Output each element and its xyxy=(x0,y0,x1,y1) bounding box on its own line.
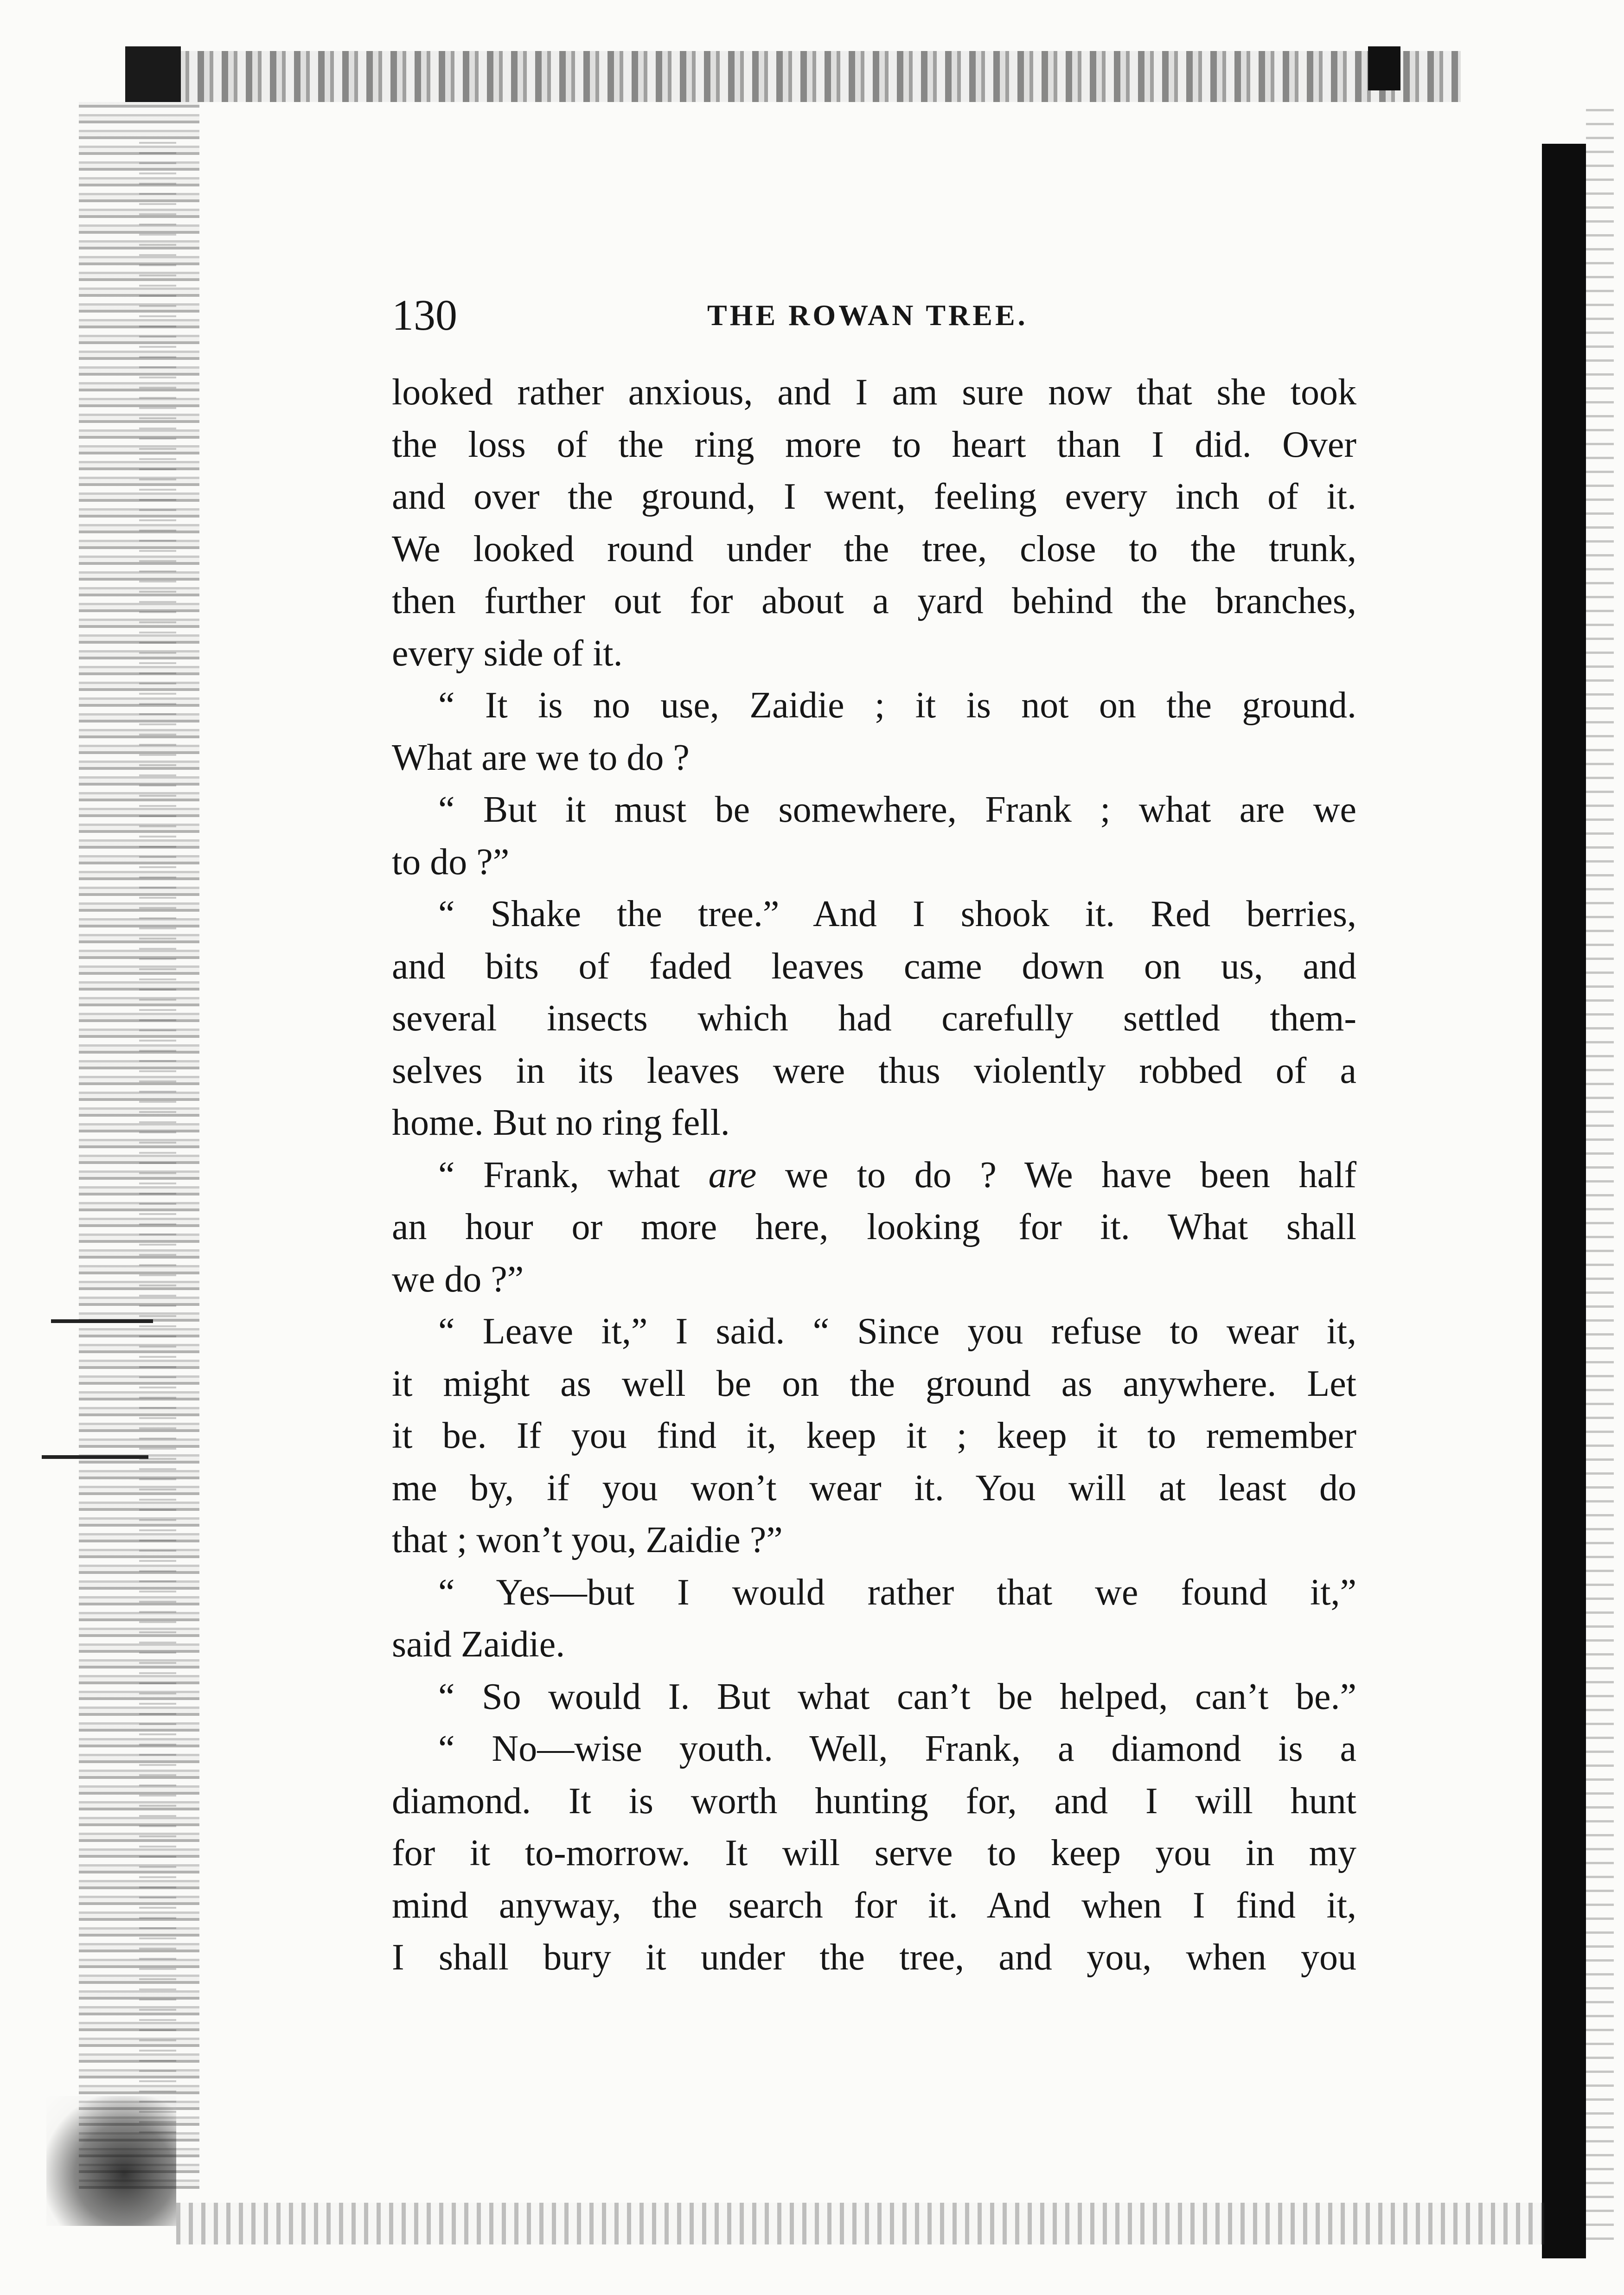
scan-edge-bottom xyxy=(176,2203,1544,2244)
text-line: for it to-morrow. It will serve to keep you in my xyxy=(392,1833,1356,1873)
text-line: “ But it must be somewhere, Frank ; what are we xyxy=(438,789,1356,830)
scan-edge-left-inner xyxy=(139,139,176,2133)
text-line: the loss of the ring more to heart than I did. Over xyxy=(392,424,1356,465)
scan-edge-top xyxy=(125,51,1461,102)
text-line: then further out for about a yard behind the branches, xyxy=(392,581,1356,621)
page-number: 130 xyxy=(392,291,457,339)
scan-artifact-top-right xyxy=(1368,46,1400,90)
body-text xyxy=(392,366,1356,1984)
scan-artifact-top-left xyxy=(125,46,181,102)
page-header xyxy=(392,288,1356,343)
text-line: it be. If you find it, keep it ; keep it to remember xyxy=(392,1415,1356,1456)
text-line: selves in its leaves were thus violently robbed of a xyxy=(392,1050,1356,1091)
text-line: “ So would I. But what can’t be helped, can’t be.” xyxy=(438,1676,1356,1717)
text-line: me by, if you won’t wear it. You will at least do xyxy=(392,1467,1356,1509)
text-line: “ No—wise youth. Well, Frank, a diamond is a xyxy=(438,1728,1356,1769)
text-line: it might as well be on the ground as anywhere. Let xyxy=(392,1363,1356,1404)
text-line: “ Shake the tree.” And I shook it. Red berries, xyxy=(438,894,1356,934)
text-line: we do ?” xyxy=(392,1259,524,1300)
text-line: We looked round under the tree, close to the trunk, xyxy=(392,528,1356,569)
text-line: diamond. It is worth hunting for, and I will hunt xyxy=(392,1780,1356,1822)
text-line: home. But no ring fell. xyxy=(392,1102,730,1143)
text-line: “ Leave it,” I said. “ Since you refuse to wear it, xyxy=(438,1311,1356,1352)
emphasis: are xyxy=(708,1154,757,1195)
text-line: several insects which had carefully settled them- xyxy=(392,998,1356,1039)
text-line: looked rather anxious, and I am sure now that she took xyxy=(392,372,1356,413)
text-line: and bits of faded leaves came down on us, and xyxy=(392,946,1356,987)
text-line: said Zaidie. xyxy=(392,1624,565,1665)
text-line: What are we to do ? xyxy=(392,737,690,778)
margin-mark xyxy=(42,1455,148,1459)
text-line: an hour or more here, looking for it. What shall xyxy=(392,1207,1356,1247)
scan-artifact-bottom-left xyxy=(46,2096,176,2226)
text-line: that ; won’t you, Zaidie ?” xyxy=(392,1520,783,1560)
margin-mark xyxy=(51,1319,153,1323)
text-line: “ Frank, what are we to do ? We have been half xyxy=(438,1154,1356,1195)
running-title: THE ROWAN TREE. xyxy=(707,299,1028,332)
text-line: “ Yes—but I would rather that we found it,” xyxy=(438,1572,1356,1613)
text-line: I shall bury it under the tree, and you, when you xyxy=(392,1937,1356,1978)
text-line: every side of it. xyxy=(392,633,623,674)
text-line: mind anyway, the search for it. And when I find it, xyxy=(392,1885,1356,1926)
scan-edge-right-speckle xyxy=(1586,107,1614,2240)
text-line: and over the ground, I went, feeling every inch of it. xyxy=(392,476,1356,517)
text-line: “ It is no use, Zaidie ; it is not on the ground. xyxy=(438,685,1356,726)
scan-edge-right-bar xyxy=(1542,144,1586,2258)
text-line: to do ?” xyxy=(392,841,510,882)
